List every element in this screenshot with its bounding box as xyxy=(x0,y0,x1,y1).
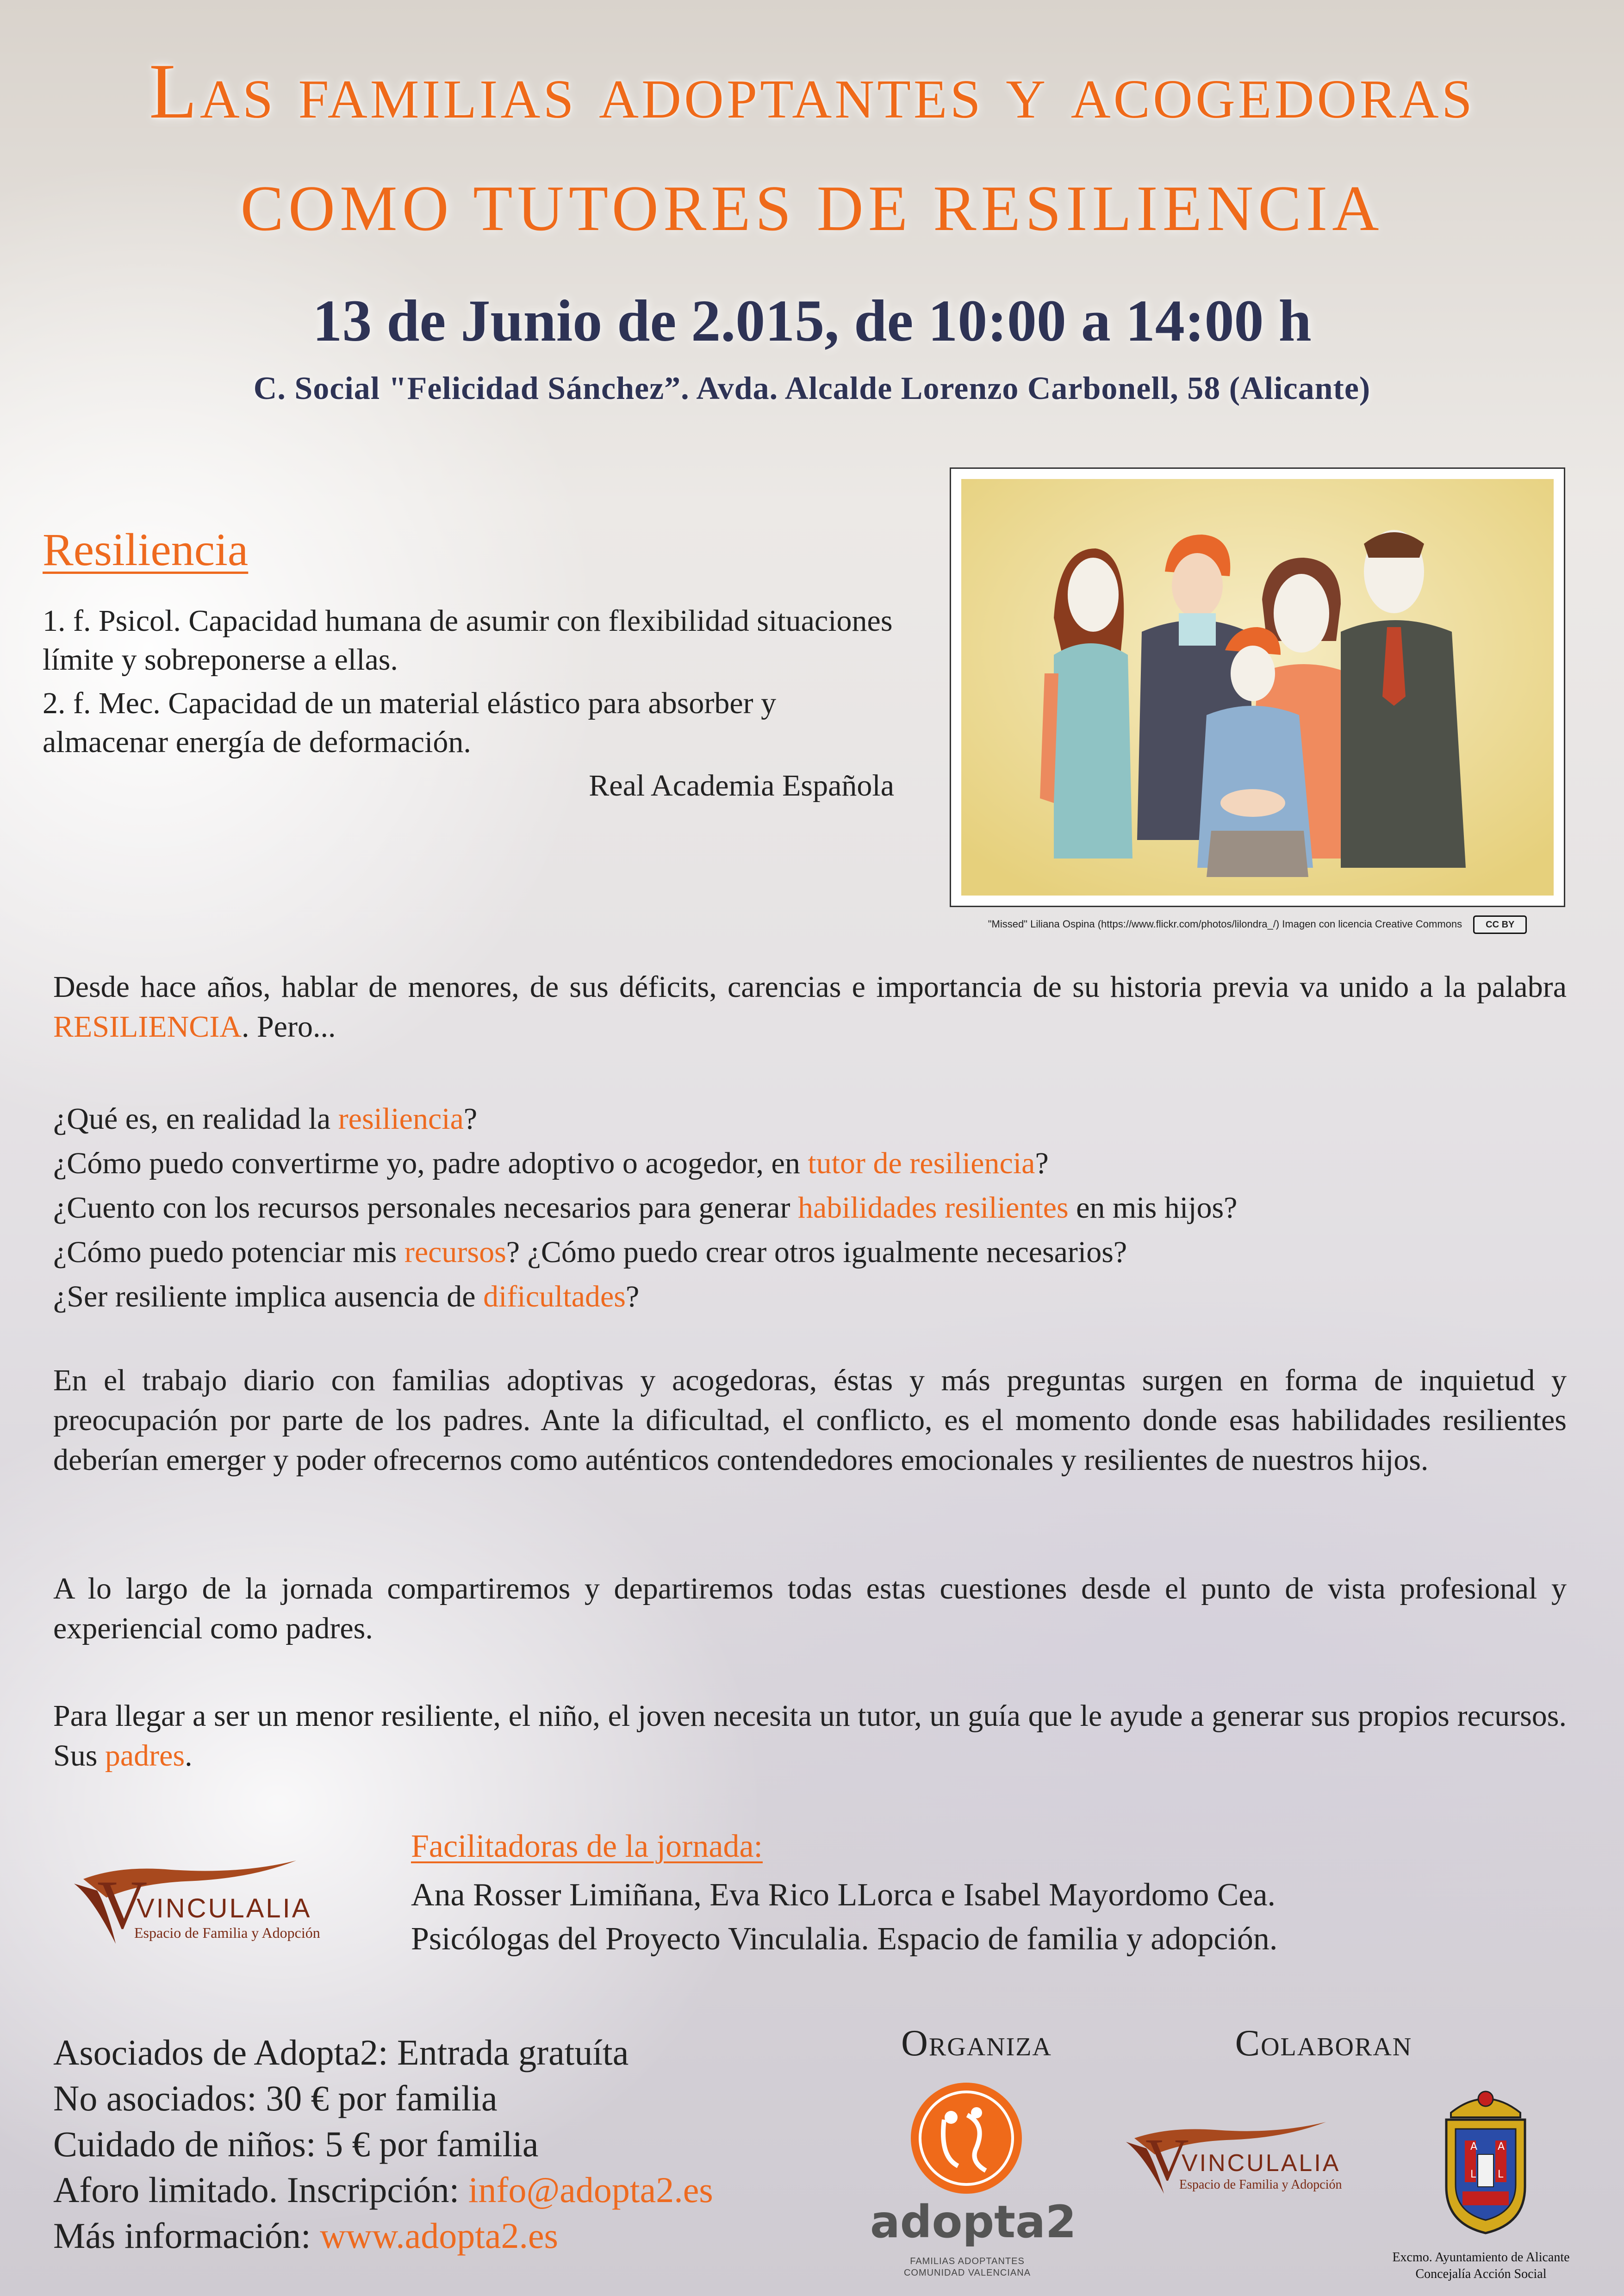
vinculalia-logo-small xyxy=(1118,2110,1377,2203)
intro-text-before: Desde hace años, hablar de menores, de sus déficits, carencias e importancia de su historia previa va unido a la palabra xyxy=(53,970,1567,1004)
creative-commons-icon: CC BY xyxy=(1473,915,1527,934)
intro-text-after: . Pero... xyxy=(241,1010,336,1044)
family-drawing xyxy=(961,479,1554,896)
facilitators-names: Ana Rosser Limiñana, Eva Rico LLorca e Isabel Mayordomo Cea. xyxy=(411,1877,1276,1913)
svg-text:L: L xyxy=(1498,2169,1504,2180)
intro-paragraph xyxy=(53,967,1567,1047)
image-credit xyxy=(950,915,1565,934)
paragraph-3: Para llegar a ser un menor resiliente, el niño, el joven necesita un tutor, un guía que le ayude a generar sus propios recursos. Sus padres. xyxy=(53,1699,1567,1773)
question-item: ¿Ser resiliente implica ausencia de dificultades? xyxy=(53,1280,640,1313)
price-line-non-members: No asociados: 30 € por familia xyxy=(53,2078,498,2118)
question-item: ¿Cuento con los recursos personales necesarios para generar habilidades resilientes en mis hijos? xyxy=(53,1191,1238,1225)
registration-email-link[interactable]: info@adopta2.es xyxy=(468,2170,713,2210)
svg-text:A: A xyxy=(1470,2141,1478,2153)
adopta2-circle-icon xyxy=(870,2078,1083,2198)
vinculalia-v-small: V xyxy=(1145,2127,1189,2193)
definition-item-2: 2. f. Mec. Capacidad de un material elástico para absorber y almacenar energía de deformación. xyxy=(43,686,777,759)
alicante-coat-of-arms xyxy=(1437,2085,1534,2238)
question-item: ¿Qué es, en realidad la resiliencia? xyxy=(53,1102,478,1136)
ayuntamiento-line2: Concejalía Acción Social xyxy=(1415,2267,1547,2281)
pricing-info xyxy=(53,2029,713,2259)
ayuntamiento-caption xyxy=(1361,2249,1601,2283)
intro-highlight: RESILIENCIA xyxy=(53,1010,242,1044)
facilitators-heading: Facilitadoras de la jornada: xyxy=(411,1829,763,1864)
definition-item-1: 1. f. Psicol. Capacidad humana de asumir con flexibilidad situaciones límite y sobreponerse a ellas. xyxy=(43,604,893,677)
vinculalia-tagline-small: Espacio de Familia y Adopción xyxy=(1179,2178,1342,2192)
poster-title-line1: Las familias adoptantes y acogedoras xyxy=(149,48,1475,135)
svg-text:A: A xyxy=(1498,2141,1505,2153)
more-info-line: Más información: www.adopta2.es xyxy=(53,2215,559,2256)
price-line-members: Asociados de Adopta2: Entrada gratuíta xyxy=(53,2032,629,2072)
vinculalia-word: VINCULALIA xyxy=(137,1893,312,1923)
coat-of-arms-icon xyxy=(1437,2085,1534,2238)
facilitators-role: Psicólogas del Proyecto Vinculalia. Espacio de familia y adopción. xyxy=(411,1921,1278,1957)
svg-text:L: L xyxy=(1470,2169,1476,2180)
registration-line: Aforo limitado. Inscripción: info@adopta2.es xyxy=(53,2170,713,2210)
event-date: 13 de Junio de 2.015, de 10:00 a 14:00 h xyxy=(312,288,1312,354)
questions-list xyxy=(53,1097,1567,1319)
vinculalia-logo xyxy=(65,1847,352,1958)
adopta2-sub1: FAMILIAS ADOPTANTES xyxy=(910,2256,1025,2266)
price-line-childcare: Cuidado de niños: 5 € por familia xyxy=(53,2124,539,2164)
vinculalia-v: V xyxy=(97,1867,148,1943)
question-item: ¿Cómo puedo convertirme yo, padre adoptivo o acogedor, en tutor de resiliencia? xyxy=(53,1146,1049,1180)
poster-title-line2: COMO TUTORES DE RESILIENCIA xyxy=(240,173,1384,244)
vinculalia-word-small: VINCULALIA xyxy=(1182,2150,1341,2177)
colaboran-heading: Colaboran xyxy=(1235,2023,1412,2064)
paragraph-1: En el trabajo diario con familias adoptivas y acogedoras, éstas y más preguntas surgen en forma de inquietud y preocupación por parte de los padres. Ante la dificultad, el conflicto, es el momento donde esas habilidades resilientes deberían emerger y poder ofrecernos como auténticos contendedores emocionales y resilientes de nuestros hijos. xyxy=(53,1363,1567,1477)
definition-block xyxy=(43,602,894,810)
event-venue: C. Social "Felicidad Sánchez”. Avda. Alcalde Lorenzo Carbonell, 58 (Alicante) xyxy=(253,371,1371,406)
organiza-heading: Organiza xyxy=(901,2023,1052,2064)
adopta2-logo xyxy=(870,2078,1083,2282)
vinculalia-tagline: Espacio de Familia y Adopción xyxy=(134,1924,320,1941)
adopta2-word: adopta2 xyxy=(870,2196,1076,2248)
question-item: ¿Cómo puedo potenciar mis recursos? ¿Cómo puedo crear otros igualmente necesarios? xyxy=(53,1235,1127,1269)
definition-source: Real Academia Española xyxy=(589,769,894,803)
family-illustration xyxy=(950,467,1565,907)
definition-heading: Resiliencia xyxy=(43,524,249,575)
adopta2-sub2: COMUNIDAD VALENCIANA xyxy=(903,2268,1031,2278)
image-credit-text: "Missed" Liliana Ospina (https://www.flickr.com/photos/lilondra_/) Imagen con licencia Creative Commons xyxy=(988,918,1462,930)
paragraph-2: A lo largo de la jornada compartiremos y departiremos todas estas cuestiones desde el punto de vista profesional y experiencial como padres. xyxy=(53,1572,1567,1645)
website-link[interactable]: www.adopta2.es xyxy=(320,2215,559,2256)
ayuntamiento-line1: Excmo. Ayuntamiento de Alicante xyxy=(1392,2250,1570,2265)
